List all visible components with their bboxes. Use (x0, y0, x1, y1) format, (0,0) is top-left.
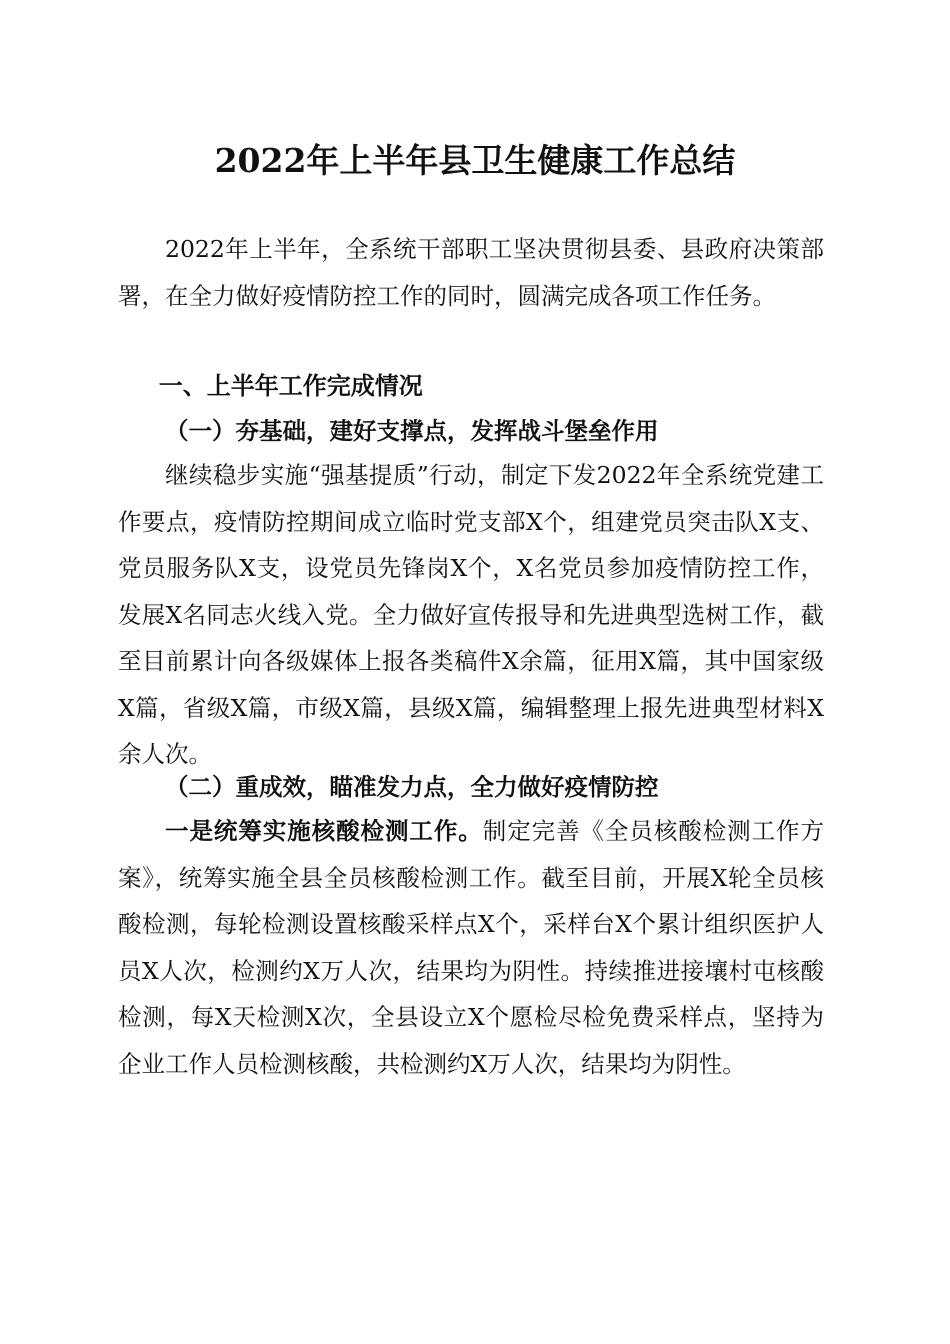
subsection-heading-2: （二）重成效，瞄准发力点，全力做好疫情防控 (165, 773, 659, 801)
document-title: 2022年上半年县卫生健康工作总结 (214, 141, 736, 180)
section-heading: 一、上半年工作完成情况 (158, 372, 423, 400)
paragraph-lead: 一是统筹实施核酸检测工作。 (165, 817, 483, 845)
paragraph-body: 制定完善《全员核酸检测工作方案》，统筹实施全县全员核酸检测工作。截至目前，开展X轮全员核酸检测，每轮检测设置核酸采样点X个，采样台X个累计组织医护人员X人次，检测约X万人次，结果均为阴性。持续推进接壤村屯核酸检测，每X天检测X次，全县设立X个愿检尽检免费采样点，坚持为企业工作人员检测核酸，共检测约X万人次，结果均为阴性。 (118, 817, 824, 1078)
intro-paragraph: 2022年上半年，全系统干部职工坚决贯彻县委、县政府决策部署，在全力做好疫情防控工作的同时，圆满完成各项工作任务。 (118, 235, 824, 310)
subsection-heading-1: （一）夯基础，建好支撑点，发挥战斗堡垒作用 (165, 417, 659, 445)
subsection-paragraph-1: 继续稳步实施“强基提质”行动，制定下发2022年全系统党建工作要点，疫情防控期间成立临时党支部X个，组建党员突击队X支、党员服务队X支，设党员先锋岗X个，X名党员参加疫情防控工作，发展X名同志火线入党。全力做好宣传报导和先进典型选树工作，截至目前累计向各级媒体上报各类稿件X余篇，征用X篇，其中国家级X篇，省级X篇，市级X篇，县级X篇，编辑整理上报先进典型材料X余人次。 (118, 461, 824, 768)
subsection-paragraph-2 (118, 808, 824, 1087)
